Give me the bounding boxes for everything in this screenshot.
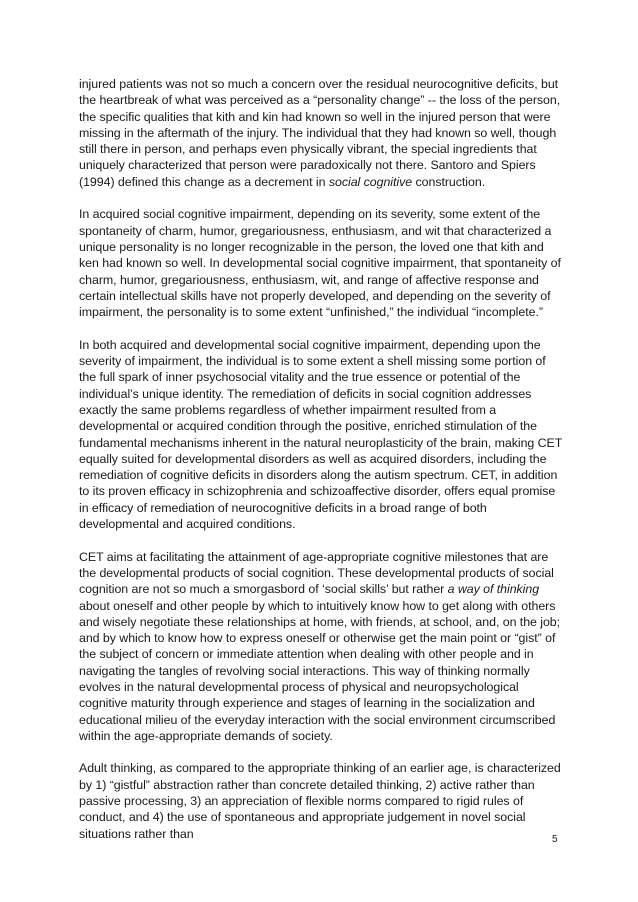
paragraph-2-text: In acquired social cognitive impairment, depending on its severity, some extent of the spontaneity of charm, humor, gregariousness, enthusiasm, and wit that characterized a unique personality is no longer recognizable in the person, the loved one that kith and ken had known so well. In developmental social cognitive impairment, that spontaneity of charm, humor, gregariousness, enthusiasm, wit, and range of affective response and certain intellectual skills have not properly developed, and depending on the severity of impairment, the personality is to some extent “unfinished,” the individual “incomplete.” — [79, 207, 561, 320]
paragraph-4-text-b: about oneself and other people by which to intuitively know how to get along with others and wisely negotiate these relationships at home, with friends, at school, and, on the job; and by which to know how to express oneself or otherwise get the main point or “gist” of the subject of concern or immediate attention when dealing with other people and in navigating the tangles of revolving social interactions. This way of thinking normally evolves in the natural developmental process of physical and neuropsychological cognitive maturity through experience and stages of learning in the socialization and educational milieu of the everyday interaction with the social environment circumscribed within the age-appropriate demands of society. — [79, 598, 561, 743]
body-text — [79, 76, 565, 858]
paragraph-1 — [79, 76, 565, 190]
paragraph-4 — [79, 549, 565, 745]
paragraph-1-text-b: construction. — [412, 174, 486, 189]
paragraph-5 — [79, 760, 565, 841]
paragraph-1-emphasis: social cognitive — [328, 174, 413, 189]
page-number: 5 — [552, 834, 558, 845]
paragraph-5-text: Adult thinking, as compared to the appropriate thinking of an earlier age, is characterized by 1) “gistful” abstraction rather than concrete detailed thinking, 2) active rather than passive processing, 3) an appreciation of flexible norms compared to rigid rules of conduct, and 4) the use of spontaneous and appropriate judgement in novel social situations rather than — [79, 761, 561, 841]
paragraph-3-text: In both acquired and developmental social cognitive impairment, depending upon the severity of impairment, the individual is to some extent a shell missing some portion of the full spark of inner psychosocial vitality and the true essence or potential of the individual’s unique identity. The remediation of deficits in social cognition addresses exactly the same problems regardless of whether impairment resulted from a developmental or acquired condition through the positive, enriched stimulation of the fundamental mechanisms inherent in the natural neuroplasticity of the brain, making CET equally suited for developmental disorders as well as acquired disorders, including the remediation of cognitive deficits in disorders along the autism spectrum. CET, in addition to its proven efficacy in schizophrenia and schizoaffective disorder, offers equal promise in efficacy of remediation of neurocognitive deficits in a broad range of both developmental and acquired conditions. — [79, 337, 563, 532]
paragraph-1-text-a: injured patients was not so much a concern over the residual neurocognitive deficits, but the heartbreak of what was perceived as a “personality change” -- the loss of the person, the specific qualities that kith and kin had known so well in the injured person that were missing in the aftermath of the injury. The individual that they had known so well, though still there in person, and perhaps even physically vibrant, the special ingredients that uniquely characterized that person were paradoxically not there. Santoro and Spiers (1994) defined this change as a decrement in — [79, 77, 561, 189]
paragraph-4-emphasis: a way of thinking — [447, 582, 540, 597]
paragraph-2 — [79, 206, 565, 320]
paragraph-4-text-a: CET aims at facilitating the attainment of age-appropriate cognitive milestones that are the developmental products of social cognition. These developmental products of social cognition are not so much a smorgasbord of ‘social skills’ but rather — [79, 549, 554, 597]
paragraph-3 — [79, 337, 565, 533]
